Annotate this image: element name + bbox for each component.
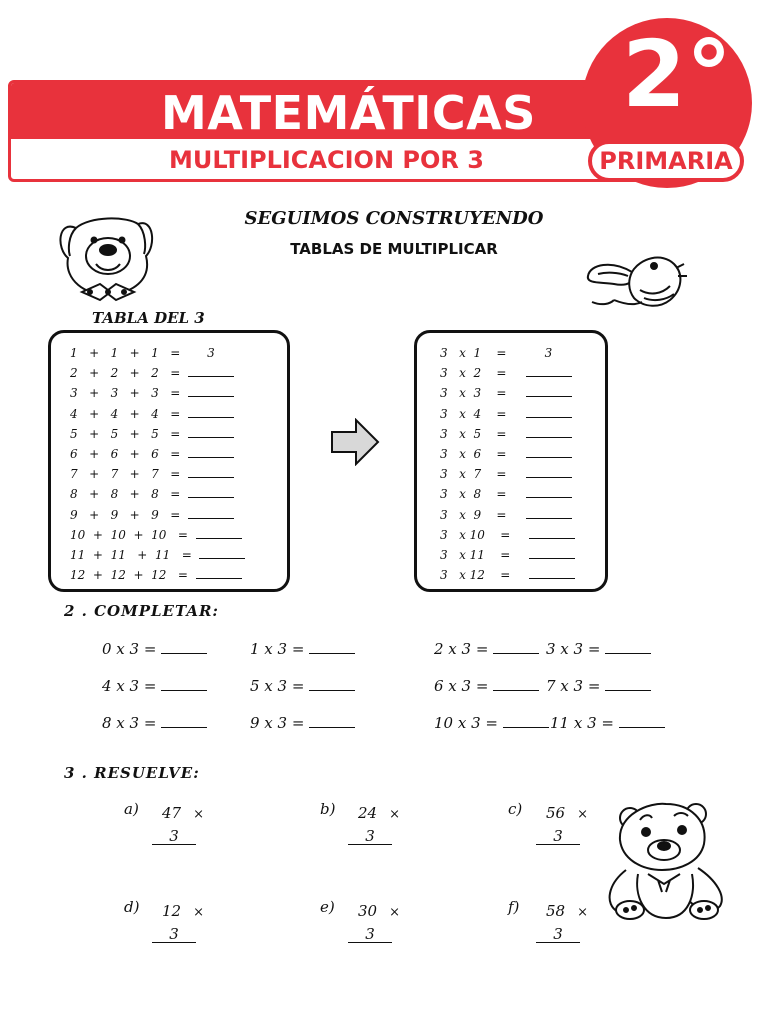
row-expression: 3 x 10 = <box>440 527 511 542</box>
equation-label: 0 x 3 = <box>102 640 157 658</box>
answer-blank[interactable] <box>526 366 572 377</box>
completar-item <box>250 714 355 732</box>
table-row <box>440 568 575 582</box>
completar-item <box>546 677 651 695</box>
answer-blank[interactable] <box>529 568 575 579</box>
table-row <box>440 407 572 421</box>
answer-blank[interactable] <box>529 548 575 559</box>
answer-blank[interactable] <box>526 467 572 478</box>
answer-blank[interactable] <box>188 487 234 498</box>
row-expression: 11 + 11 + 11 = <box>70 548 192 562</box>
problem-multiplicand <box>162 804 204 822</box>
problem-letter: f) <box>508 898 520 916</box>
problem-multiplier: 3 <box>536 828 580 845</box>
multiply-sign: × <box>193 807 204 822</box>
answer-blank[interactable] <box>188 427 234 438</box>
answer-blank[interactable] <box>188 407 234 418</box>
equation-label: 11 x 3 = <box>550 714 614 732</box>
row-expression: 5 + 5 + 5 = <box>70 426 181 441</box>
completar-item <box>250 640 355 658</box>
answer-blank[interactable] <box>526 508 572 519</box>
answer-blank[interactable] <box>526 386 572 397</box>
row-expression: 2 + 2 + 2 = <box>70 366 181 381</box>
answer-blank[interactable] <box>199 548 245 559</box>
bear-illustration <box>600 800 734 924</box>
answer-blank[interactable] <box>161 641 207 654</box>
answer-blank[interactable] <box>188 386 234 397</box>
answer-blank[interactable] <box>526 487 572 498</box>
equation-label: 1 x 3 = <box>250 640 305 658</box>
problem-multiplier: 3 <box>152 926 196 943</box>
problem-multiplier: 3 <box>348 828 392 845</box>
completar-item <box>250 677 355 695</box>
row-expression: 3 x 6 = <box>440 447 507 461</box>
table-row <box>440 346 572 360</box>
right-arrow-icon <box>330 418 380 466</box>
multiply-sign: × <box>389 905 400 920</box>
problem-multiplicand <box>358 902 400 920</box>
resuelve-title: 3 . RESUELVE: <box>64 764 200 782</box>
answer-blank[interactable] <box>188 447 234 458</box>
row-expression: 4 + 4 + 4 = <box>70 406 181 421</box>
table-row <box>70 508 234 522</box>
answer-blank[interactable] <box>196 568 242 579</box>
table-row <box>440 447 572 461</box>
equation-label: 2 x 3 = <box>434 640 489 658</box>
row-expression: 3 x 4 = <box>440 406 507 421</box>
row-expression: 1 + 1 + 1 = <box>70 346 181 360</box>
row-expression: 3 x 2 = <box>440 366 507 381</box>
table-row <box>70 407 234 421</box>
table-row <box>70 366 234 380</box>
equation-label: 8 x 3 = <box>102 714 157 732</box>
answer-blank[interactable] <box>605 641 651 654</box>
equation-label: 9 x 3 = <box>250 714 305 732</box>
answer-blank[interactable] <box>309 678 355 691</box>
table-row <box>70 528 242 542</box>
page-title: MATEMÁTICAS <box>161 86 536 140</box>
problem-multiplier: 3 <box>536 926 580 943</box>
row-expression: 3 x 11 = <box>440 548 511 562</box>
multiplicand-value: 58 <box>546 902 566 920</box>
level-badge: PRIMARIA <box>588 140 744 182</box>
completar-item <box>434 714 549 732</box>
problem-multiplier: 3 <box>348 926 392 943</box>
table-row <box>70 346 234 360</box>
table-row <box>440 508 572 522</box>
row-expression: 3 x 12 = <box>440 568 511 583</box>
section-heading: SEGUIMOS CONSTRUYENDO <box>244 208 544 229</box>
row-expression: 7 + 7 + 7 = <box>70 467 181 482</box>
completar-item <box>102 640 207 658</box>
table-row <box>70 427 234 441</box>
row-expression: 3 x 8 = <box>440 487 507 502</box>
equation-label: 7 x 3 = <box>546 677 601 695</box>
answer-blank[interactable] <box>526 447 572 458</box>
row-expression: 12 + 12 + 12 = <box>70 568 188 583</box>
answer-blank[interactable] <box>503 715 549 728</box>
row-expression: 3 + 3 + 3 = <box>70 386 181 401</box>
multiply-sign: × <box>577 807 588 822</box>
completar-item <box>550 714 665 732</box>
problem-multiplicand <box>546 804 588 822</box>
answer-blank[interactable] <box>196 528 242 539</box>
table-row <box>70 386 234 400</box>
problem-multiplier: 3 <box>152 828 196 845</box>
completar-title: 2 . COMPLETAR: <box>64 602 219 620</box>
row-expression: 10 + 10 + 10 = <box>70 527 188 542</box>
answer-blank[interactable] <box>161 715 207 728</box>
answer-blank[interactable] <box>188 366 234 377</box>
answer-blank[interactable] <box>619 715 665 728</box>
table-row <box>70 548 245 562</box>
answer-blank[interactable] <box>493 641 539 654</box>
multiply-sign: × <box>193 905 204 920</box>
row-expression: 9 + 9 + 9 = <box>70 507 181 522</box>
answer-blank[interactable] <box>309 715 355 728</box>
answer-blank[interactable] <box>309 641 355 654</box>
answer-blank[interactable] <box>161 678 207 691</box>
equation-label: 5 x 3 = <box>250 677 305 695</box>
row-answer: 3 <box>207 346 215 360</box>
table-row <box>70 447 234 461</box>
answer-blank[interactable] <box>188 467 234 478</box>
answer-blank[interactable] <box>188 508 234 519</box>
completar-item <box>434 677 539 695</box>
answer-blank[interactable] <box>529 528 575 539</box>
equation-label: 3 x 3 = <box>546 640 601 658</box>
table-row <box>440 427 572 441</box>
multiplicand-value: 56 <box>546 804 566 822</box>
table-row <box>440 467 572 481</box>
problem-multiplicand <box>162 902 204 920</box>
row-expression: 3 x 7 = <box>440 467 507 482</box>
row-expression: 6 + 6 + 6 = <box>70 447 181 461</box>
problem-letter: a) <box>124 800 139 818</box>
equation-label: 6 x 3 = <box>434 677 489 695</box>
problem-letter: c) <box>508 800 523 818</box>
row-expression: 8 + 8 + 8 = <box>70 487 181 502</box>
equation-label: 4 x 3 = <box>102 677 157 695</box>
table-row <box>70 487 234 501</box>
row-expression: 3 x 5 = <box>440 426 507 441</box>
answer-blank[interactable] <box>493 678 539 691</box>
row-expression: 3 x 9 = <box>440 507 507 522</box>
table-row <box>440 366 572 380</box>
table-row <box>70 568 242 582</box>
table-label: TABLA DEL 3 <box>92 309 205 327</box>
answer-blank[interactable] <box>526 427 572 438</box>
problem-multiplicand <box>358 804 400 822</box>
completar-item <box>546 640 651 658</box>
table-row <box>440 528 575 542</box>
multiply-sign: × <box>577 905 588 920</box>
grade-number: 2° <box>622 21 733 128</box>
problem-letter: e) <box>320 898 335 916</box>
equation-label: 10 x 3 = <box>434 714 498 732</box>
multiplicand-value: 24 <box>358 804 378 822</box>
problem-letter: d) <box>124 898 140 916</box>
answer-blank[interactable] <box>605 678 651 691</box>
problem-letter: b) <box>320 800 336 818</box>
problem-multiplicand <box>546 902 588 920</box>
row-expression: 3 x 3 = <box>440 386 507 401</box>
table-row <box>440 548 575 562</box>
completar-item <box>102 714 207 732</box>
table-row <box>70 467 234 481</box>
answer-blank[interactable] <box>526 407 572 418</box>
table-row <box>440 386 572 400</box>
completar-item <box>434 640 539 658</box>
header-banner <box>8 80 628 182</box>
parrot-illustration <box>584 250 690 314</box>
multiply-sign: × <box>389 807 400 822</box>
dog-face-illustration <box>56 210 158 304</box>
section-subheading: TABLAS DE MULTIPLICAR <box>290 240 498 258</box>
row-answer: 3 <box>544 346 553 360</box>
table-row <box>440 487 572 501</box>
completar-item <box>102 677 207 695</box>
multiplicand-value: 30 <box>358 902 378 920</box>
multiplicand-value: 12 <box>162 902 182 920</box>
row-expression: 3 x 1 = <box>440 346 507 360</box>
page-subtitle: MULTIPLICACION POR 3 <box>169 146 484 174</box>
multiplicand-value: 47 <box>162 804 182 822</box>
